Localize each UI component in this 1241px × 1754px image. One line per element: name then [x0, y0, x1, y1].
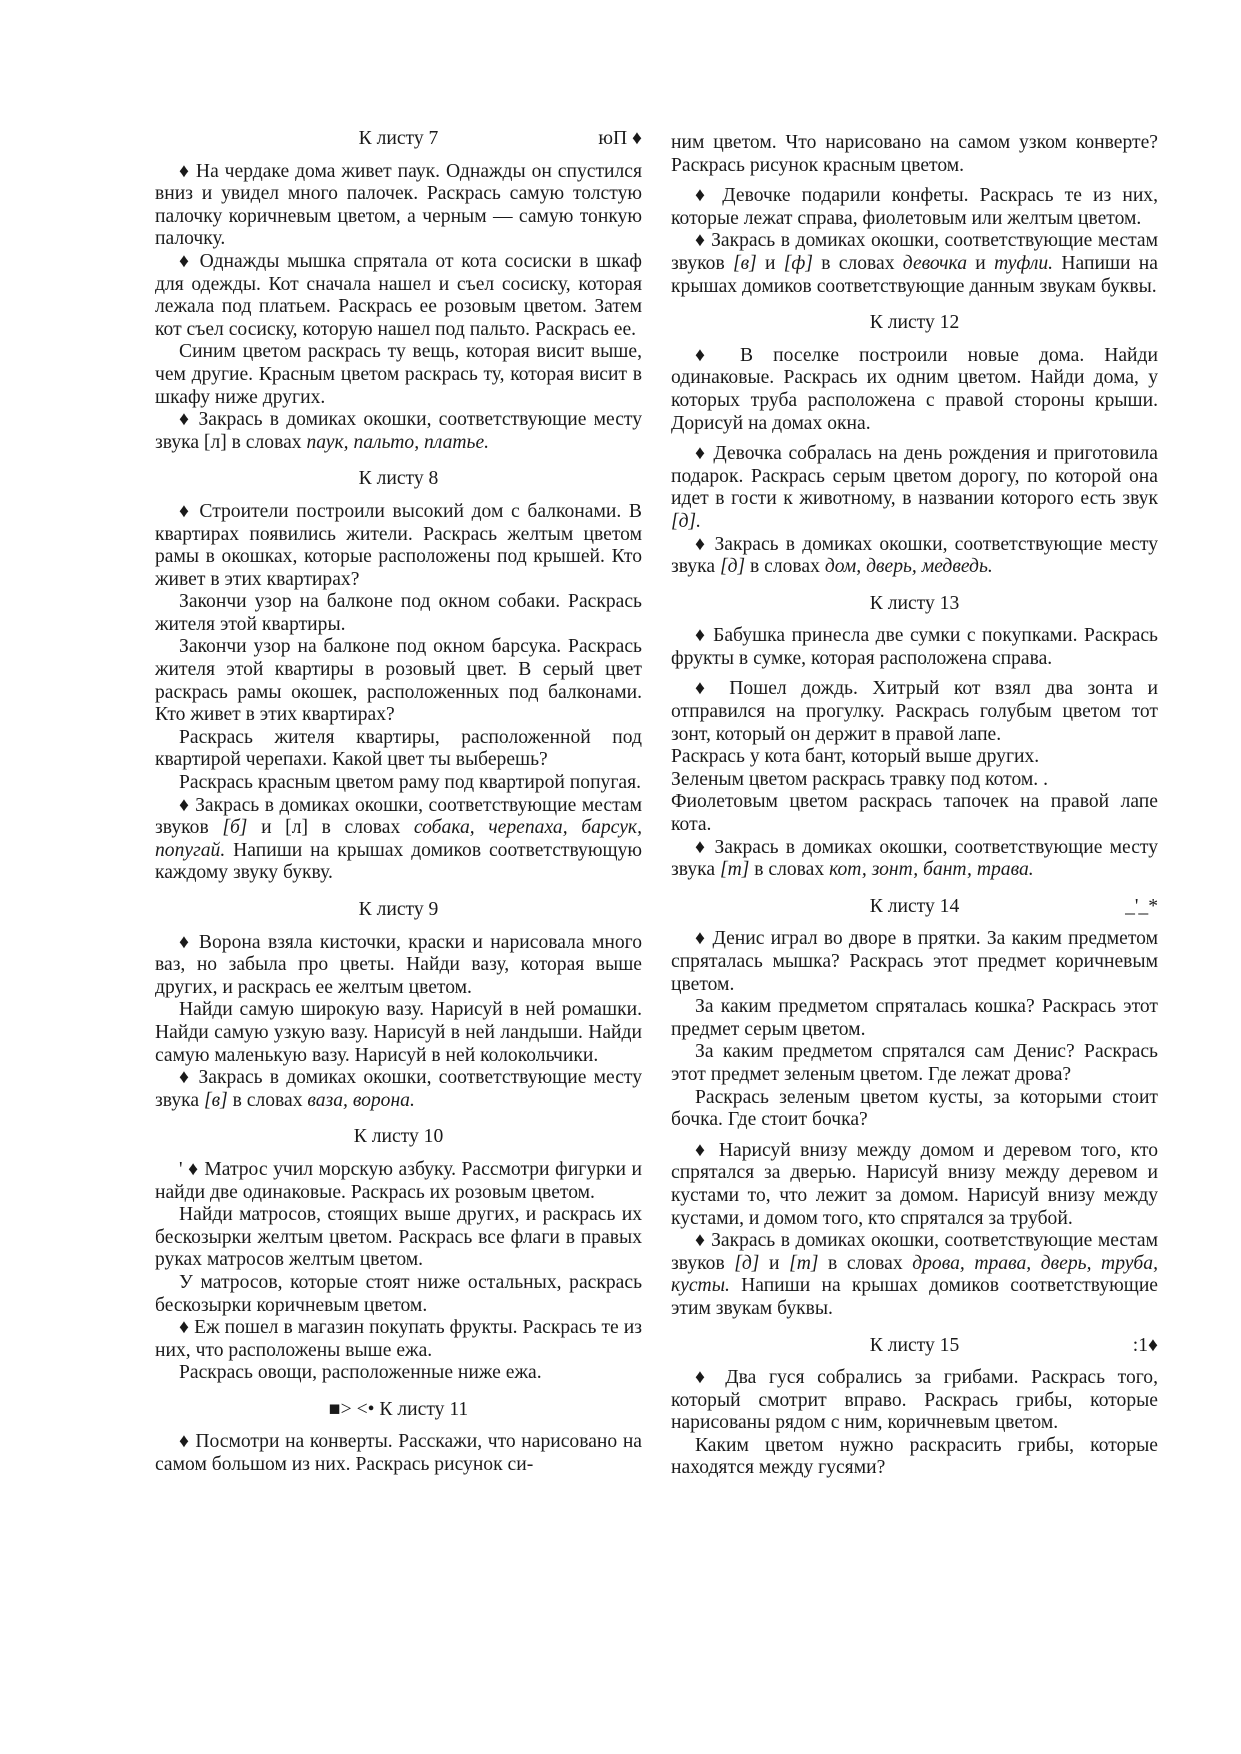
right-column	[671, 132, 1158, 1494]
paragraph: Каким цветом нужно раскрасить грибы, которые находятся между гусями?	[671, 1434, 1158, 1479]
section-sheet-7	[155, 128, 642, 454]
paragraph: ♦ Девочке подарили конфеты. Раскрась те из них, которые лежат справа, фиолетовым или желтым цветом.	[671, 185, 1158, 229]
paragraph: ♦ Два гуся собрались за грибами. Раскрась того, который смотрит вправо. Раскрась грибы, которые нарисованы рядом с ним, коричневым цветом.	[671, 1367, 1158, 1434]
heading-sheet-11: ■> <• К листу 11	[328, 1398, 469, 1420]
heading-sheet-10: К листу 10	[353, 1126, 444, 1148]
paragraph: ♦ Закрась в домиках окошки, соответствующие месту звука [л] в словах паук, пальто, платье.	[155, 409, 642, 453]
heading-sheet-8: К листу 8	[358, 468, 439, 490]
section-sheet-14	[671, 896, 1158, 1321]
paragraph: ♦ В поселке построили новые дома. Найди одинаковые. Раскрась их одним цветом. Найди дома, у которых труба расположена с правой стороны крыши. Дорисуй на домах окна.	[671, 344, 1158, 434]
section-sheet-9	[155, 899, 642, 1112]
paragraph: За каким предметом спрятался сам Денис? Раскрась этот предмет зеленым цветом. Где лежат дрова?	[671, 1041, 1158, 1085]
section-heading	[155, 128, 642, 151]
paragraph: Закончи узор на балконе под окном собаки. Раскрась жителя этой квартиры.	[155, 591, 642, 635]
section-sheet-11-continued	[671, 132, 1158, 298]
heading-sheet-12: К листу 12	[869, 312, 960, 334]
heading-sheet-15: К листу 15	[869, 1334, 960, 1356]
paragraph: ♦ Девочка собралась на день рождения и приготовила подарок. Раскрась серым цветом дорогу, по которой она идет в гости к животному, в названии которого есть звук [д].	[671, 443, 1158, 532]
paragraph: ♦ Ворона взяла кисточки, краски и нарисовала много ваз, но забыла про цветы. Найди вазу, которая выше других, и раскрась ее желтым цветом.	[155, 931, 642, 998]
paragraph: Фиолетовым цветом раскрась тапочек на правой лапе кота.	[671, 791, 1158, 836]
paragraph: ♦ Строители построили высокий дом с балконами. В квартирах появились жители. Раскрась желтым цветом рамы в окошках, которые расположены под крышей. Кто живет в этих квартирах?	[155, 500, 642, 590]
section-sheet-15	[671, 1335, 1158, 1481]
section-sheet-12	[671, 312, 1158, 579]
paragraph: ♦ Закрась в домиках окошки, соответствующие местам звуков [д] и [т] в словах дрова, трава, дверь, труба, кусты. Напиши на крышах домиков соответствующие этим звукам буквы.	[671, 1230, 1158, 1319]
paragraph: За каким предметом спряталась кошка? Раскрась этот предмет серым цветом.	[671, 996, 1158, 1040]
paragraph: У матросов, которые стоят ниже остальных, раскрась бескозырки коричневым цветом.	[155, 1271, 642, 1316]
paragraph: ♦ Закрась в домиках окошки, соответствующие месту звука [д] в словах дом, дверь, медведь.	[671, 533, 1158, 578]
paragraph: ♦ Закрась в домиках окошки, соответствующие местам звуков [в] и [ф] в словах девочка и туфли. Напиши на крышах домиков соответствующие данным звукам буквы.	[671, 230, 1158, 297]
paragraph: ♦ Закрась в домиках окошки, соответствующие месту звука [т] в словах кот, зонт, бант, трава.	[671, 836, 1158, 881]
paragraph: ♦ Однажды мышка спрятала от кота сосиски в шкаф для одежды. Кот сначала нашел и съел сосиску, которая лежала под платьем. Раскрась ее розовым цветом. Затем кот съел сосиску, которую нашел под пальто. Раскрась ее.	[155, 250, 642, 340]
paragraph: ♦ Денис играл во дворе в прятки. За каким предметом спряталась мышка? Раскрась этот предмет коричневым цветом.	[671, 928, 1158, 995]
heading-sheet-7: К листу 7	[358, 128, 439, 149]
paragraph: ♦ Закрась в домиках окошки, соответствующие местам звуков [б] и [л] в словах собака, черепаха, барсук, попугай. Напиши на крышах домиков соответствующую каждому звуку букву.	[155, 794, 642, 884]
heading-sheet-9: К листу 9	[358, 899, 439, 920]
paragraph: Найди самую широкую вазу. Нарисуй в ней ромашки. Найди самую узкую вазу. Нарисуй в ней ландыши. Найди самую маленькую вазу. Нарисуй в ней колокольчики.	[155, 999, 642, 1066]
section-sheet-10	[155, 1126, 642, 1385]
paragraph: ♦ Посмотри на конверты. Расскажи, что нарисовано на самом большом из них. Раскрась рисунок си-	[155, 1431, 642, 1476]
paragraph: Закончи узор на балконе под окном барсука. Раскрась жителя этой квартиры в розовый цвет. В серый цвет раскрась рамы окошек, расположенных под балконами. Кто живет в этих квартирах?	[155, 636, 642, 726]
section-sheet-8	[155, 468, 642, 885]
paragraph: ♦ Пошел дождь. Хитрый кот взял два зонта и отправился на прогулку. Раскрась голубым цветом тот зонт, который он держит в правой лапе.	[671, 678, 1158, 745]
paragraph: ♦ Нарисуй внизу между домом и деревом того, кто спрятался за дверью. Нарисуй внизу между деревом и кустами то, что лежит за домом. Нарисуй внизу между кустами, и домом того, кто спрятался за трубой.	[671, 1139, 1158, 1229]
paragraph: Раскрась у кота бант, который выше других.	[671, 746, 1040, 768]
paragraph: ' ♦ Матрос учил морскую азбуку. Рассмотри фигурки и найди две одинаковые. Раскрась их розовым цветом.	[155, 1158, 642, 1203]
section-sheet-13	[671, 593, 1158, 882]
paragraph: ним цветом. Что нарисовано на самом узком конверте? Раскрась рисунок красным цветом.	[671, 132, 1158, 176]
heading-sheet-14: К листу 14	[869, 895, 960, 917]
left-column	[155, 128, 642, 1491]
paragraph: Раскрась красным цветом раму под квартирой попугая.	[179, 772, 641, 794]
paragraph: Синим цветом раскрась ту вещь, которая висит выше, чем другие. Красным цветом раскрась ту, которая висит в шкафу ниже других.	[155, 341, 642, 408]
paragraph: Раскрась зеленым цветом кусты, за которыми стоит бочка. Где стоит бочка?	[671, 1086, 1158, 1131]
paragraph: Раскрась овощи, расположенные ниже ежа.	[179, 1362, 542, 1384]
paragraph: Найди матросов, стоящих выше других, и раскрась их бескозырки желтым цветом. Раскрась все флаги в правых руках матросов желтым цветом.	[155, 1204, 642, 1271]
paragraph: ♦ На чердаке дома живет паук. Однажды он спустился вниз и увидел много палочек. Раскрась самую толстую палочку коричневым цветом, а черным — самую тонкую палочку.	[155, 160, 642, 250]
section-sheet-11	[155, 1399, 642, 1477]
paragraph: Раскрась жителя квартиры, расположенной под квартирой черепахи. Какой цвет ты выберешь?	[155, 726, 642, 771]
section-heading	[671, 1335, 1158, 1358]
heading-mark: _'_*	[1125, 895, 1158, 917]
paragraph: ♦ Бабушка принесла две сумки с покупками. Раскрась фрукты в сумке, которая расположена справа.	[671, 625, 1158, 669]
heading-mark: :1♦	[1132, 1334, 1158, 1356]
section-heading	[671, 896, 1158, 919]
heading-mark: юП ♦	[598, 128, 642, 149]
paragraph: ♦ Закрась в домиках окошки, соответствующие месту звука [в] в словах ваза, ворона.	[155, 1067, 642, 1111]
paragraph: ♦ Еж пошел в магазин покупать фрукты. Раскрась те из них, что расположены выше ежа.	[155, 1317, 642, 1361]
paragraph: Зеленым цветом раскрась травку под котом. .	[671, 768, 1048, 790]
heading-sheet-13: К листу 13	[869, 592, 960, 614]
